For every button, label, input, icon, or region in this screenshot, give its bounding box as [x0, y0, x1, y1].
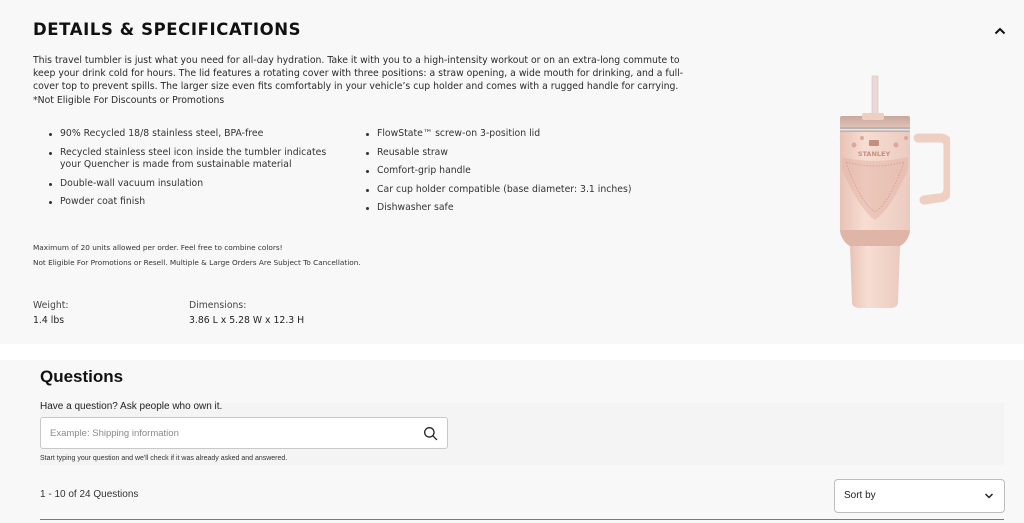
feature-item: FlowState™ screw-on 3-position lid: [365, 128, 665, 140]
dimensions-spec: [189, 298, 304, 328]
weight-value: 1.4 lbs: [33, 315, 65, 326]
feature-item: Double-wall vacuum insulation: [48, 178, 348, 190]
features-list-right: [365, 128, 665, 221]
weight-label: Weight:: [33, 300, 69, 311]
feature-item: Recycled stainless steel icon inside the tumbler indicates your Quencher is made from sustainable material: [48, 147, 348, 172]
questions-divider: [40, 519, 1004, 520]
description-line: This travel tumbler is just what you need for all-day hydration. Take it with you to a high-intensity workout or on an extra-long commute to: [33, 55, 680, 66]
dimensions-value: 3.86 L x 5.28 W x 12.3 H: [189, 315, 305, 326]
sort-selected-value: Sort by: [844, 490, 876, 501]
product-description: [33, 54, 693, 107]
order-limit-note: Maximum of 20 units allowed per order. Feel free to combine colors!: [33, 243, 283, 252]
dimensions-label: Dimensions:: [189, 300, 247, 311]
svg-text:STANLEY: STANLEY: [857, 150, 891, 158]
product-image-tumbler: [820, 70, 950, 315]
feature-item: Powder coat finish: [48, 196, 348, 208]
description-line: cover top to prevent spills. The larger size even fits comfortably in your vehicle’s cup holder and comes with a rugged handle for carrying.: [33, 81, 679, 93]
questions-subtitle: Have a question? Ask people who own it.: [40, 401, 223, 412]
description-line: keep your drink cold for hours. The lid features a rotating cover with three positions: a straw opening, a wide mouth for drinking, and a full-: [33, 68, 684, 80]
feature-item: Car cup holder compatible (base diameter: 3.1 inches): [365, 184, 665, 196]
feature-item: Dishwasher safe: [365, 202, 665, 214]
questions-section: [0, 360, 1024, 523]
search-icon[interactable]: [423, 426, 438, 441]
promo-disclaimer: *Not Eligible For Discounts or Promotions: [33, 94, 225, 106]
weight-spec: [33, 298, 69, 328]
sort-by-dropdown[interactable]: [834, 479, 1005, 513]
section-title: DETAILS & SPECIFICATIONS: [33, 20, 302, 39]
feature-item: Comfort-grip handle: [365, 165, 665, 177]
search-hint: Start typing your question and we'll check if it was already asked and answered.: [40, 455, 288, 462]
feature-item: Reusable straw: [365, 147, 665, 159]
question-search-input[interactable]: [41, 418, 411, 448]
collapse-button[interactable]: [990, 22, 1010, 40]
question-search-box: [40, 417, 448, 449]
questions-count: 1 - 10 of 24 Questions: [40, 489, 139, 500]
features-list-left: [48, 128, 348, 215]
feature-item: 90% Recycled 18/8 stainless steel, BPA-free: [48, 128, 348, 140]
resell-note: Not Eligible For Promotions or Resell. Multiple & Large Orders Are Subject To Cancellation.: [33, 257, 361, 267]
questions-title: Questions: [40, 367, 124, 386]
order-notes: [33, 241, 361, 270]
chevron-down-icon: [984, 492, 994, 500]
chevron-up-icon: [994, 27, 1006, 35]
